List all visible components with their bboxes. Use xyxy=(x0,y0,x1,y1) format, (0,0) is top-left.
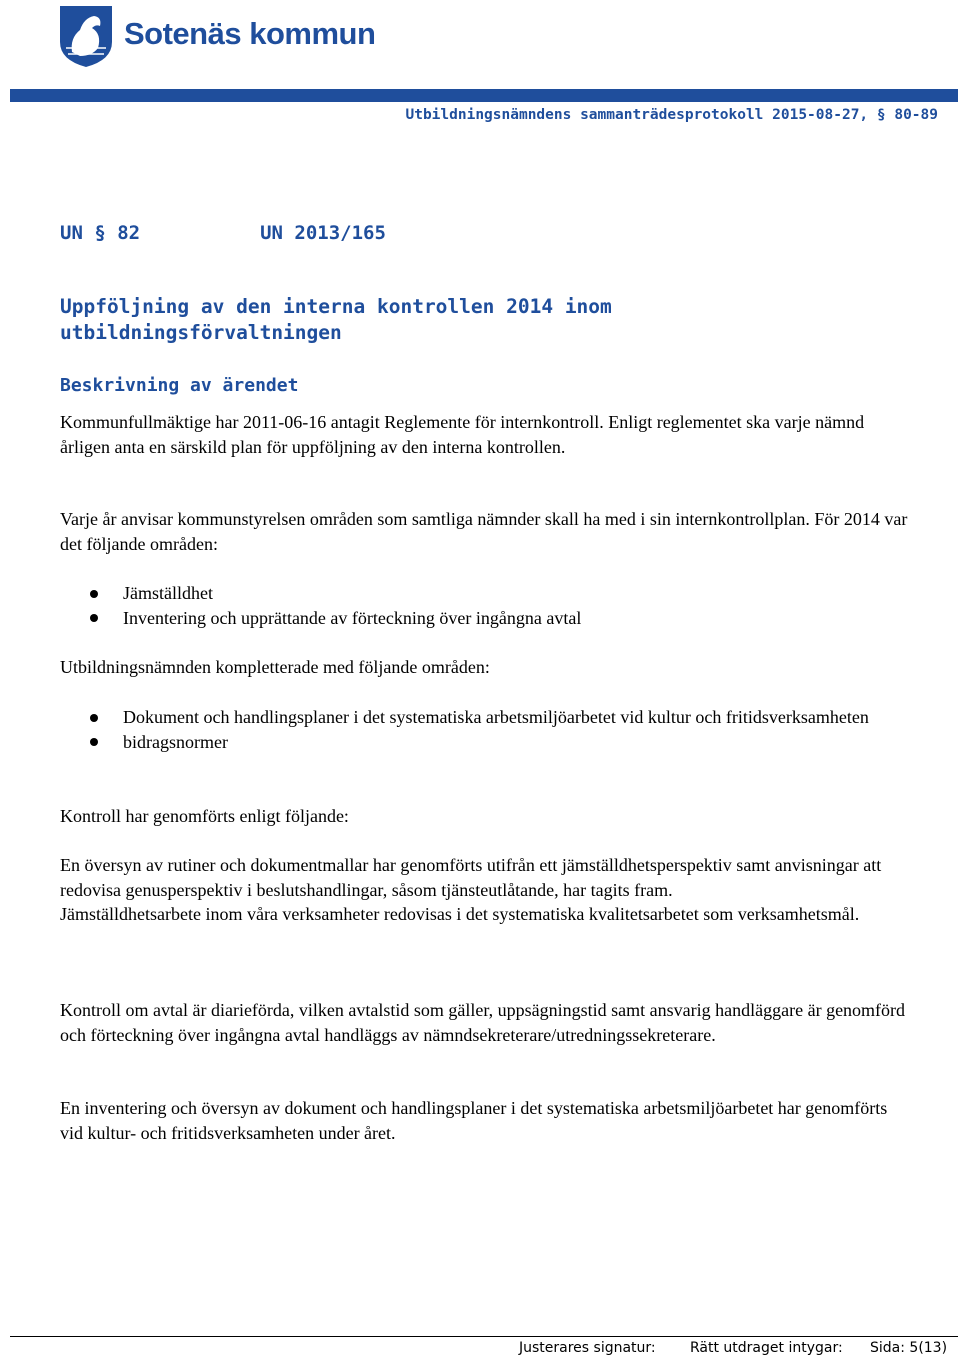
paragraph-number: UN § 82 xyxy=(60,222,141,244)
required-areas-list xyxy=(60,581,910,630)
list-item: Jämställdhet xyxy=(60,581,910,606)
diary-number: UN 2013/165 xyxy=(260,222,386,244)
bullet-icon xyxy=(90,614,98,622)
bullet-icon xyxy=(90,590,98,598)
footer-rule xyxy=(10,1336,958,1337)
paragraph-control-intro: Kontroll har genomförts enligt följande: xyxy=(60,806,349,826)
municipality-logo xyxy=(58,4,378,68)
header-rule xyxy=(10,89,958,102)
coat-of-arms-icon xyxy=(58,4,114,68)
case-line xyxy=(60,222,386,244)
signature-label: Justerares signatur: xyxy=(519,1340,656,1356)
logo-wordmark: Sotenäs kommun xyxy=(124,16,376,51)
supplementary-areas-list xyxy=(60,705,910,754)
page-title xyxy=(60,294,612,346)
paragraph-inventory: En inventering och översyn av dokument och handlingsplaner i det systematiska arbetsmiljöarbetet har genomförts vid kultur- och fritidsverksamheten under året. xyxy=(60,1098,888,1143)
paragraph-gender-equality: En översyn av rutiner och dokumentmallar har genomförts utifrån ett jämställdhetsperspektiv samt anvisningar att redovisa genusperspektiv i beslutshandlingar, såsom tjänsteutlåtande, har tagits fram. Jämställdhetsarbete inom våra verksamheter redovisas i det systematiska kvalitetsarbetet som verksamhetsmål. xyxy=(60,855,882,924)
bullet-icon xyxy=(90,738,98,746)
paragraph-supplement: Utbildningsnämnden kompletterade med följande områden: xyxy=(60,657,490,677)
certified-label: Rätt utdraget intygar: xyxy=(690,1340,843,1356)
title-line: Uppföljning av den interna kontrollen 2014 inom xyxy=(60,295,612,318)
paragraph-areas: Varje år anvisar kommunstyrelsen områden som samtliga nämnder skall ha med i sin internkontrollplan. För 2014 var det följande områden: xyxy=(60,509,908,554)
section-heading: Beskrivning av ärendet xyxy=(60,375,299,396)
paragraph-intro: Kommunfullmäktige har 2011-06-16 antagit Reglemente för internkontroll. Enligt reglementet ska varje nämnd årligen anta en särskild plan för uppföljning av den interna kontrollen. xyxy=(60,412,865,457)
list-item: Inventering och upprättande av förteckning över ingångna avtal xyxy=(60,606,910,631)
paragraph-contracts: Kontroll om avtal är diarieförda, vilken avtalstid som gäller, uppsägningstid samt ansvarig handläggare är genomförd och förteckning över ingångna avtal handläggs av nämndsekreterare/utredningssekreterare. xyxy=(60,1000,906,1045)
bullet-icon xyxy=(90,714,98,722)
page-number: Sida: 5(13) xyxy=(870,1340,948,1356)
title-line: utbildningsförvaltningen xyxy=(60,321,342,344)
list-item: Dokument och handlingsplaner i det systematiska arbetsmiljöarbetet vid kultur och fritidsverksamheten xyxy=(60,705,910,730)
running-header: Utbildningsnämndens sammanträdesprotokoll 2015-08-27, § 80-89 xyxy=(405,107,938,123)
list-item: bidragsnormer xyxy=(60,730,910,755)
